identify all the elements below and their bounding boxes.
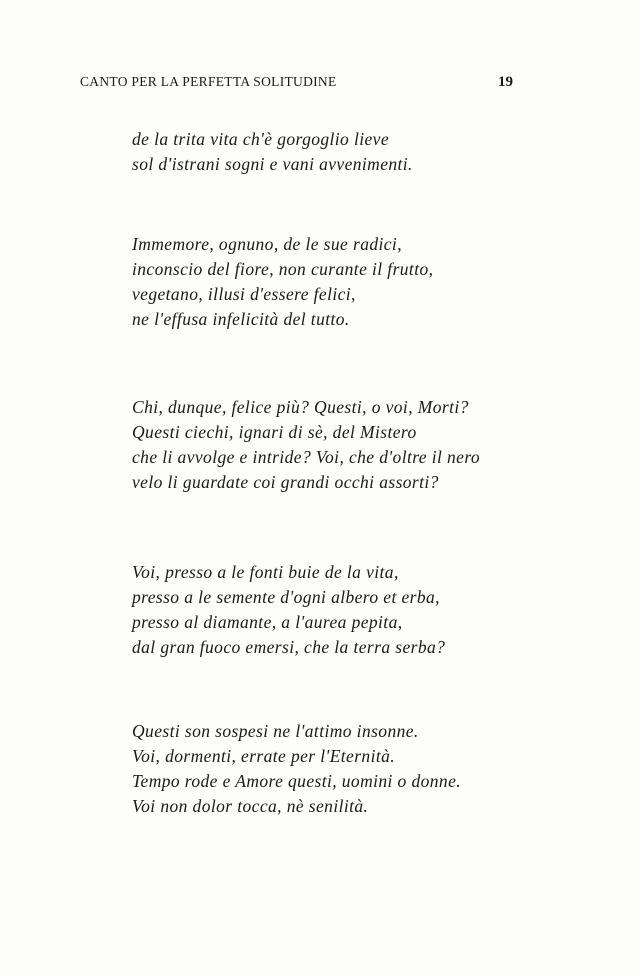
verse-line: Questi son sospesi ne l'attimo insonne. (132, 721, 419, 741)
stanza-1 (132, 127, 413, 177)
verse-line: Voi, presso a le fonti buie de la vita, (132, 562, 399, 582)
verse-line: de la trita vita ch'è gorgoglio lieve (132, 129, 390, 149)
verse-line: Voi non dolor tocca, nè senilità. (132, 796, 369, 816)
verse-line: Chi, dunque, felice più? Questi, o voi, Morti? (132, 397, 469, 417)
verse-line: che li avvolge e intride? Voi, che d'oltre il nero (132, 447, 481, 467)
stanza-4 (132, 560, 445, 660)
verse-line: Immemore, ognuno, de le sue radici, (132, 234, 402, 254)
running-header: CANTO PER LA PERFETTA SOLITUDINE (80, 74, 337, 89)
verse-line: inconscio del fiore, non curante il frutto, (132, 259, 434, 279)
verse-line: presso a le semente d'ogni albero et erba, (132, 587, 440, 607)
verse-line: Tempo rode e Amore questi, uomini o donne. (132, 771, 462, 791)
stanza-3 (132, 395, 480, 495)
verse-line: vegetano, illusi d'essere felici, (132, 284, 356, 304)
stanza-5 (132, 719, 461, 819)
verse-line: presso al diamante, a l'aurea pepita, (132, 612, 403, 632)
verse-line: Questi ciechi, ignari di sè, del Mistero (132, 422, 417, 442)
verse-line: sol d'istrani sogni e vani avvenimenti. (132, 154, 413, 174)
verse-line: dal gran fuoco emersi, che la terra serba? (132, 637, 446, 657)
verse-line: Voi, dormenti, errate per l'Eternità. (132, 746, 396, 766)
stanza-2 (132, 232, 433, 332)
verse-line: ne l'effusa infelicità del tutto. (132, 309, 350, 329)
page-number: 19 (498, 74, 513, 90)
verse-line: velo li guardate coi grandi occhi assorti? (132, 472, 439, 492)
